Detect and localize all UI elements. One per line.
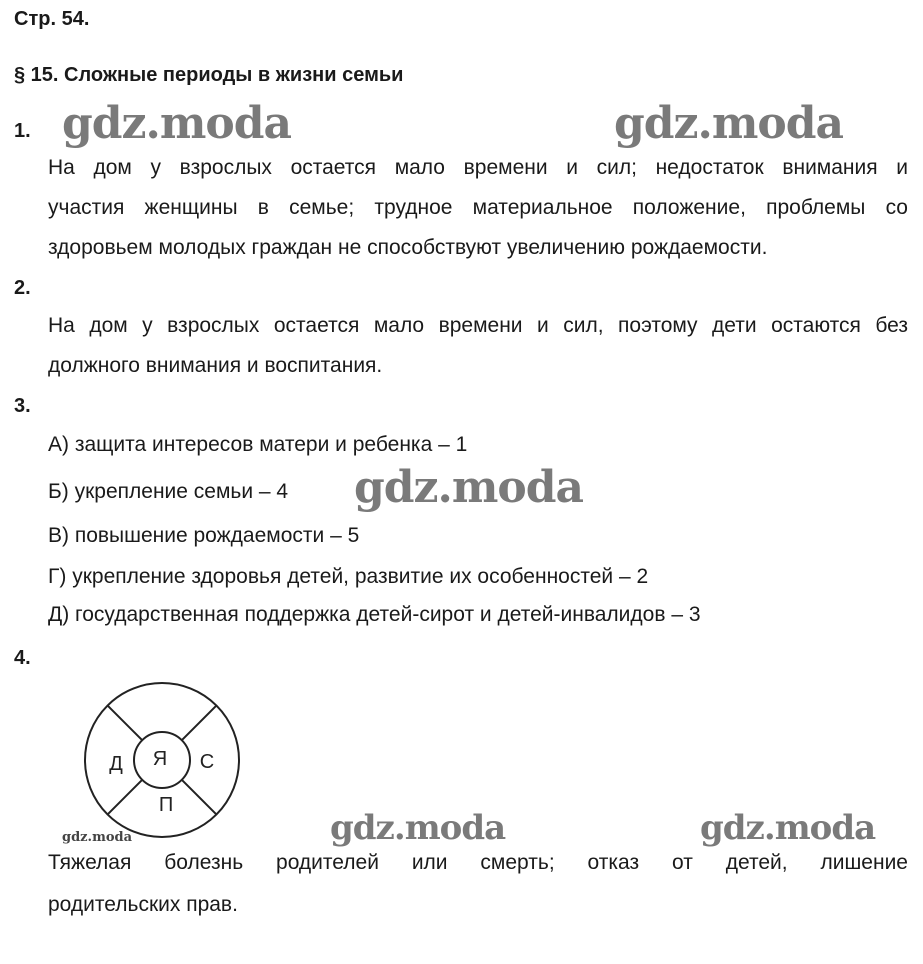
question-4-line-1: Тяжелая болезнь родителей или смерть; отказ от детей, лишение [48, 851, 908, 874]
family-circle-diagram [80, 678, 244, 842]
question-1-line-3: здоровьем молодых граждан не способствуют увеличению рождаемости. [48, 236, 768, 259]
diagram-left-label: Д [109, 753, 123, 775]
question-3-number: 3. [14, 395, 31, 417]
divider-line [108, 780, 143, 815]
question-2-number: 2. [14, 277, 31, 299]
watermark: gdz.moda [614, 98, 844, 149]
question-1-line-1: На дом у взрослых остается мало времени и сил; недостаток внимания и [48, 156, 908, 179]
question-2-line-2: должного внимания и воспитания. [48, 354, 383, 377]
question-4-number: 4. [14, 647, 31, 669]
divider-line [108, 706, 143, 741]
question-3-item-a: А) защита интересов матери и ребенка – 1 [48, 433, 468, 456]
diagram-center-label: Я [152, 748, 168, 770]
question-3-item-b: Б) укрепление семьи – 4 [48, 480, 289, 503]
question-1-number: 1. [14, 120, 31, 142]
watermark: gdz.moda [354, 462, 584, 513]
diagram-right-label: С [199, 751, 215, 773]
watermark: gdz.moda [700, 808, 876, 848]
divider-line [182, 780, 217, 815]
page-label: Стр. 54. [14, 8, 90, 30]
diagram-bottom-label: П [158, 794, 174, 816]
watermark: gdz.moda [330, 808, 506, 848]
question-3-item-e: Д) государственная поддержка детей-сирот и детей-инвалидов – 3 [48, 603, 701, 626]
watermark: gdz.moda [62, 98, 292, 149]
section-title: § 15. Сложные периоды в жизни семьи [14, 64, 404, 86]
question-3-item-d: Г) укрепление здоровья детей, развитие их особенностей – 2 [48, 565, 649, 588]
watermark-small: gdz.moda [62, 830, 133, 845]
question-3-item-c: В) повышение рождаемости – 5 [48, 524, 360, 547]
divider-line [182, 706, 217, 741]
question-1-line-2: участия женщины в семье; трудное материальное положение, проблемы со [48, 196, 908, 219]
question-4-line-2: родительских прав. [48, 893, 238, 916]
question-2-line-1: На дом у взрослых остается мало времени и сил, поэтому дети остаются без [48, 314, 908, 337]
